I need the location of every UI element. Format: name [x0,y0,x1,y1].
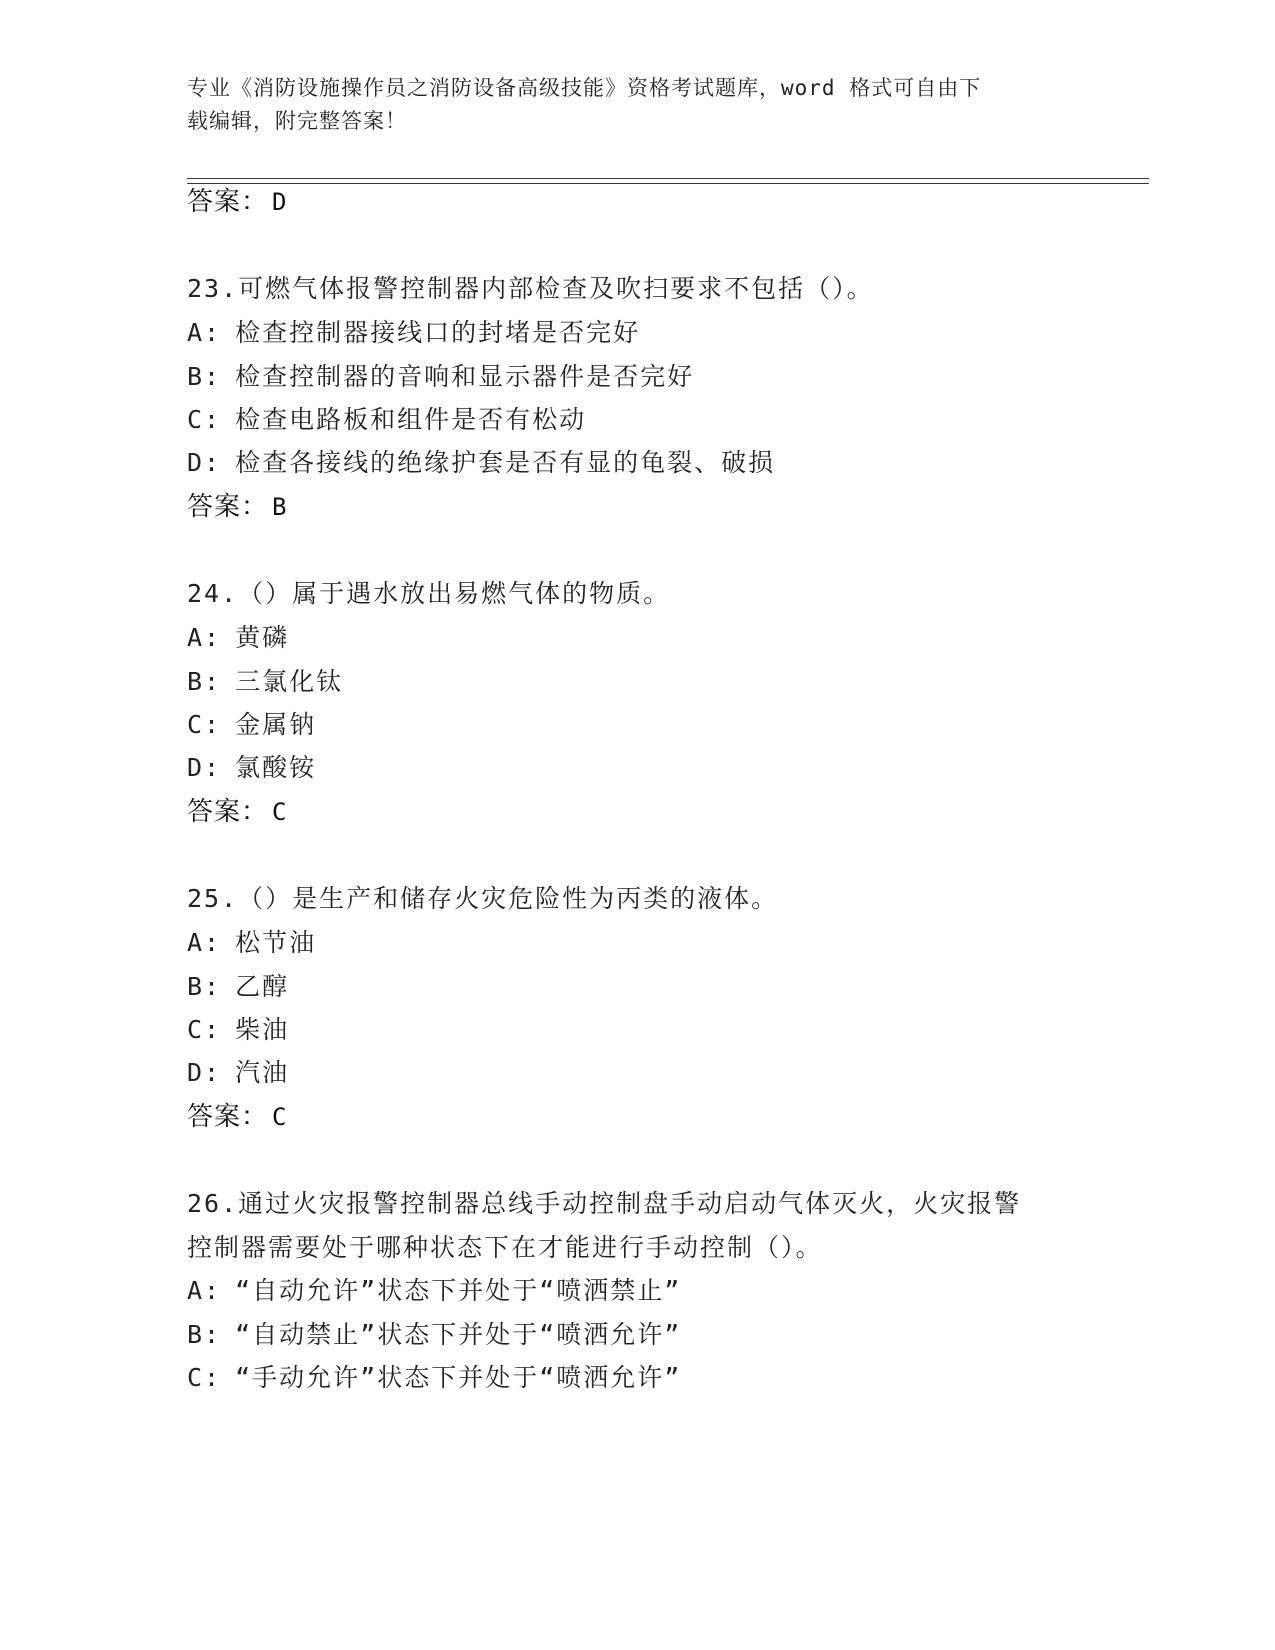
answer-label: 答案： [187,797,269,827]
option-d [187,447,775,479]
answer-value: D [272,188,288,216]
answer-line [187,186,287,218]
option-text: 柴油 [235,1015,290,1044]
answer-label: 答案： [187,492,269,522]
answer-line [187,491,287,523]
question-stem: 25.（）是生产和储存火灾危险性为丙类的液体。 [187,884,779,913]
answer-value: B [272,493,288,521]
question-stem: 23.可燃气体报警控制器内部检查及吹扫要求不包括（）。 [187,274,874,303]
option-letter: A: [187,318,222,347]
option-d [187,752,316,784]
option-text: 检查控制器接线口的封堵是否完好 [235,318,641,347]
question-stem-line-1: 26.通过火灾报警控制器总线手动控制盘手动启动气体灭火，火灾报警 [187,1189,1022,1218]
option-letter: B: [187,362,222,391]
answer-line [187,796,287,828]
option-letter: D: [187,1058,222,1087]
header-divider-bottom [187,183,1149,184]
answer-label: 答案： [187,187,269,217]
answer-value: C [272,1103,288,1131]
option-b [187,1319,681,1351]
option-a [187,317,640,349]
option-c [187,709,316,741]
option-b [187,971,289,1003]
option-text: 检查各接线的绝缘护套是否有显的龟裂、破损 [235,448,776,477]
option-d [187,1057,289,1089]
option-letter: A: [187,623,222,652]
option-a [187,927,316,959]
option-letter: C: [187,405,222,434]
option-letter: A: [187,1276,222,1305]
option-text: 汽油 [235,1058,290,1087]
option-text: 检查电路板和组件是否有松动 [235,405,587,434]
answer-label: 答案： [187,1102,269,1132]
option-letter: D: [187,448,222,477]
document-header [187,72,1087,138]
option-letter: C: [187,1015,222,1044]
header-divider-top [187,178,1149,179]
header-line-2: 载编辑，附完整答案！ [187,109,407,133]
option-b [187,666,343,698]
option-a [187,1275,681,1307]
answer-line [187,1101,287,1133]
option-letter: C: [187,1363,222,1392]
option-text: 乙醇 [235,972,290,1001]
option-a [187,622,289,654]
option-letter: B: [187,667,222,696]
question-stem-line-2: 控制器需要处于哪种状态下在才能进行手动控制（）。 [187,1233,823,1262]
option-text: “自动禁止”状态下并处于“喷洒允许” [235,1320,682,1349]
option-letter: B: [187,1320,222,1349]
option-c [187,1014,289,1046]
header-line-1: 专业《消防设施操作员之消防设备高级技能》资格考试题库，word 格式可自由下 [187,76,982,100]
option-text: “自动允许”状态下并处于“喷洒禁止” [235,1276,682,1305]
option-c [187,1362,681,1394]
option-text: 氯酸铵 [235,753,317,782]
option-text: 检查控制器的音响和显示器件是否完好 [235,362,695,391]
option-letter: A: [187,928,222,957]
option-text: “手动允许”状态下并处于“喷洒允许” [235,1363,682,1392]
option-text: 三氯化钛 [235,667,344,696]
option-text: 松节油 [235,928,317,957]
option-text: 金属钠 [235,710,317,739]
answer-value: C [272,798,288,826]
option-letter: B: [187,972,222,1001]
option-letter: D: [187,753,222,782]
option-text: 黄磷 [235,623,290,652]
option-letter: C: [187,710,222,739]
question-stem: 24.（）属于遇水放出易燃气体的物质。 [187,579,671,608]
option-b [187,361,694,393]
option-c [187,404,586,436]
